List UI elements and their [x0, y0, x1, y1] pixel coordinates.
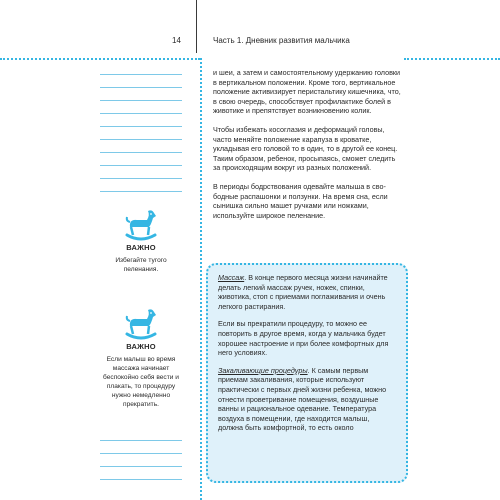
note-title: ВАЖНО [126, 243, 156, 252]
paragraph: В периоды бодрствования одевайте малыша в свободные распашонки и ползунки. На время сна, если сынишка сильно машет ручками или ножками, используйте широкое пеленание. [213, 181, 388, 220]
rocking-horse-icon [121, 304, 161, 340]
paragraph: и шеи, а затем и самостоятельному удержанию головки в вертикальном положении. Кроме того, вертикальное положение активизирует перистальтику кишечника, что, в свою очередь, способствует профилактике болей в животике и препятствует возникновению колик. [213, 68, 401, 116]
margin-rules-bottom [100, 440, 182, 492]
callout-paragraph [218, 366, 396, 433]
note-text: Избегайте тугого пеленания. [115, 257, 167, 273]
main-text [213, 68, 401, 229]
running-title: Часть 1. Дневник развития мальчика [213, 36, 350, 45]
rocking-horse-icon [121, 205, 161, 241]
note-title: ВАЖНО [126, 342, 156, 351]
important-note-2 [100, 304, 182, 409]
paragraph: Чтобы избежать косоглазия и деформаций головы, часто меняйте положение карапуза в кроватке, укладывая его головой то в один, то в другой ее конец. Таким образом, ребенок, просыпаясь, сможет следить за происходящим вокруг из разных положений. [213, 124, 398, 173]
callout-paragraph: Если вы прекратили процедуру, то можно ее повторить в другое время, когда у мальчика будет хорошее настроение и при более комфортных для него условиях. [218, 319, 389, 358]
callout-box [206, 263, 408, 483]
callout-term: Закаливающие процедуры [218, 365, 308, 375]
callout-text: . В конце первого месяца жизни начинайте делать легкий массаж ручек, ножек, спинки, животика, стоп с приемами поглаживания и очень легкого растирания. [218, 273, 388, 311]
page-number: 14 [172, 36, 181, 45]
callout-term: Массаж [218, 273, 245, 282]
note-text: Если малыш во время массажа начинает беспокойно себя вести и плакать, то процедуру нужно немедленно прекратить. [103, 356, 179, 408]
dotted-separator-right [404, 58, 500, 60]
column-divider [200, 58, 202, 500]
important-note-1 [100, 205, 182, 274]
margin-rules-top [100, 74, 182, 204]
callout-text: . К самым первым приемам закаливания, которые используют практически с первых дней жизни ребенка, можно отнести проветривание помещения, воздушные ванны и рациональное одевание. Температура воздуха в помещении, где находится малыш, должна быть комфортной, то есть около [218, 365, 387, 433]
callout-paragraph [218, 273, 396, 311]
header-divider [196, 0, 197, 53]
dotted-separator-left [0, 58, 200, 60]
